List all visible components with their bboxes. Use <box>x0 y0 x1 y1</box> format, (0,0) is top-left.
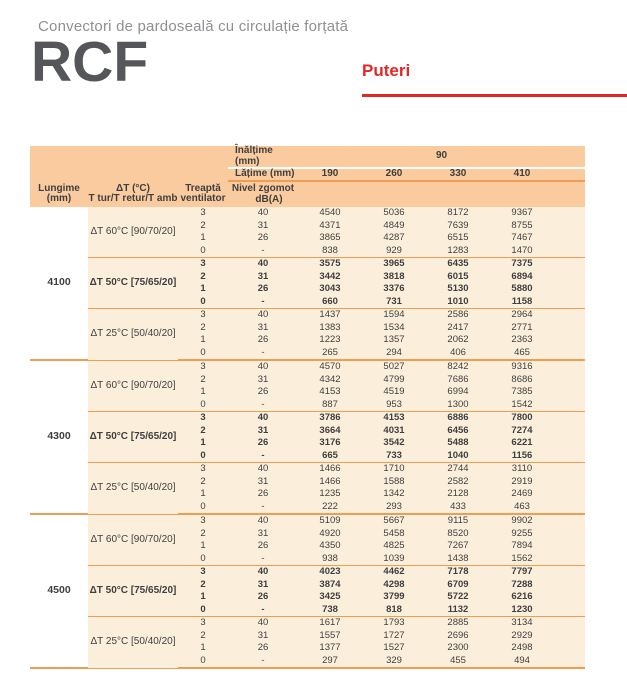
power-value-cell: 5667 <box>362 514 426 528</box>
power-value-cell: 1230 <box>490 604 554 617</box>
power-value-cell: 6894 <box>490 271 554 284</box>
fan-speed-cell: 0 <box>178 604 228 617</box>
power-value-cell: 818 <box>362 604 426 617</box>
power-value-cell: 4153 <box>362 412 426 425</box>
noise-level-cell: 40 <box>228 207 298 220</box>
power-value-cell: 3043 <box>298 283 362 296</box>
table-row <box>30 258 585 271</box>
noise-level-cell: 40 <box>228 463 298 476</box>
fan-speed-cell: 0 <box>178 296 228 309</box>
power-value-cell: 8242 <box>426 360 490 374</box>
power-value-cell: 4287 <box>362 232 426 245</box>
power-value-cell: 4540 <box>298 207 362 220</box>
power-value-cell: 3134 <box>490 617 554 630</box>
product-logo: RCF <box>31 30 149 94</box>
filler-cell <box>554 271 585 284</box>
noise-level-cell: 40 <box>228 258 298 271</box>
table-row <box>30 463 585 476</box>
noise-level-cell: 31 <box>228 579 298 592</box>
filler-cell <box>554 655 585 669</box>
lungime-cell: 4500 <box>30 514 88 668</box>
noise-level-cell: 26 <box>228 386 298 399</box>
power-value-cell: 4342 <box>298 374 362 387</box>
power-value-cell: 8686 <box>490 374 554 387</box>
power-value-cell: 953 <box>362 399 426 412</box>
noise-level-cell: - <box>228 347 298 361</box>
power-table <box>30 146 585 669</box>
power-value-cell: 1132 <box>426 604 490 617</box>
fan-speed-cell: 3 <box>178 207 228 220</box>
filler-cell <box>554 579 585 592</box>
power-value-cell: 1156 <box>490 450 554 463</box>
power-value-cell: 1542 <box>490 399 554 412</box>
fan-speed-cell: 3 <box>178 617 228 630</box>
filler-cell <box>554 591 585 604</box>
noise-level-cell: 31 <box>228 528 298 541</box>
power-value-cell: 4849 <box>362 220 426 233</box>
fan-speed-cell: 3 <box>178 309 228 322</box>
filler-cell <box>554 540 585 553</box>
power-value-cell: 3110 <box>490 463 554 476</box>
power-value-cell: 2929 <box>490 630 554 643</box>
fan-speed-cell: 0 <box>178 347 228 361</box>
power-value-cell: 2300 <box>426 642 490 655</box>
power-value-cell: 1158 <box>490 296 554 309</box>
filler-cell <box>554 207 585 220</box>
noise-level-cell: 31 <box>228 271 298 284</box>
power-value-cell: 6221 <box>490 437 554 450</box>
power-value-cell: 1557 <box>298 630 362 643</box>
power-value-cell: 738 <box>298 604 362 617</box>
power-value-cell: 6435 <box>426 258 490 271</box>
delta-t-cell: ΔT 60°C [90/70/20] <box>88 514 178 566</box>
noise-level-cell: 40 <box>228 309 298 322</box>
power-value-cell: 5880 <box>490 283 554 296</box>
table-row <box>30 309 585 322</box>
fan-speed-cell: 2 <box>178 220 228 233</box>
fan-speed-cell: 2 <box>178 476 228 489</box>
fan-speed-cell: 1 <box>178 540 228 553</box>
noise-level-cell: 31 <box>228 476 298 489</box>
power-value-cell: 406 <box>426 347 490 361</box>
power-value-cell: 1437 <box>298 309 362 322</box>
noise-level-cell: - <box>228 450 298 463</box>
power-value-cell: 938 <box>298 553 362 566</box>
power-value-cell: 4153 <box>298 386 362 399</box>
power-value-cell: 7274 <box>490 425 554 438</box>
power-value-cell: 5130 <box>426 283 490 296</box>
power-value-cell: 2744 <box>426 463 490 476</box>
power-value-cell: 1010 <box>426 296 490 309</box>
header-corner-cell <box>30 146 228 181</box>
lungime-cell: 4100 <box>30 207 88 360</box>
power-value-cell: 1710 <box>362 463 426 476</box>
width-value: 330 <box>426 168 490 181</box>
fan-speed-cell: 0 <box>178 245 228 258</box>
filler-cell <box>554 334 585 347</box>
noise-level-cell: 31 <box>228 630 298 643</box>
filler-cell <box>554 463 585 476</box>
noise-level-cell: 40 <box>228 514 298 528</box>
power-value-cell: 1377 <box>298 642 362 655</box>
power-value-cell: 5036 <box>362 207 426 220</box>
lungime-cell: 4300 <box>30 360 88 514</box>
power-value-cell: 294 <box>362 347 426 361</box>
power-value-cell: 6515 <box>426 232 490 245</box>
power-value-cell: 2582 <box>426 476 490 489</box>
power-value-cell: 7800 <box>490 412 554 425</box>
table-row <box>30 617 585 630</box>
noise-level-cell: 26 <box>228 642 298 655</box>
power-value-cell: 9367 <box>490 207 554 220</box>
filler-cell <box>554 360 585 374</box>
fan-speed-cell: 2 <box>178 425 228 438</box>
delta-t-cell: ΔT 60°C [90/70/20] <box>88 360 178 412</box>
filler-cell <box>554 488 585 501</box>
power-value-cell: 4825 <box>362 540 426 553</box>
filler-cell <box>554 399 585 412</box>
noise-level-cell: - <box>228 553 298 566</box>
column-header-treapta: Treaptă ventilator <box>178 181 228 207</box>
noise-level-cell: 26 <box>228 334 298 347</box>
power-value-cell: 1040 <box>426 450 490 463</box>
delta-t-cell: ΔT 50°C [75/65/20] <box>88 566 178 617</box>
power-value-cell: 9902 <box>490 514 554 528</box>
filler-cell <box>554 566 585 579</box>
fan-speed-cell: 1 <box>178 334 228 347</box>
power-value-cell: 4799 <box>362 374 426 387</box>
power-value-cell: 7639 <box>426 220 490 233</box>
fan-speed-cell: 3 <box>178 258 228 271</box>
power-value-cell: 7267 <box>426 540 490 553</box>
power-value-cell: 1466 <box>298 463 362 476</box>
fan-speed-cell: 0 <box>178 553 228 566</box>
noise-level-cell: 26 <box>228 591 298 604</box>
power-value-cell: 5722 <box>426 591 490 604</box>
power-value-cell: 2586 <box>426 309 490 322</box>
width-value: 190 <box>298 168 362 181</box>
noise-level-cell: 31 <box>228 425 298 438</box>
noise-level-cell: 26 <box>228 437 298 450</box>
filler-cell <box>554 296 585 309</box>
power-value-cell: 6886 <box>426 412 490 425</box>
filler-cell <box>554 630 585 643</box>
power-value-cell: 6216 <box>490 591 554 604</box>
fan-speed-cell: 0 <box>178 655 228 669</box>
fan-speed-cell: 1 <box>178 488 228 501</box>
power-value-cell: 2964 <box>490 309 554 322</box>
table-row <box>30 412 585 425</box>
filler-cell <box>554 309 585 322</box>
power-value-cell: 2417 <box>426 322 490 335</box>
power-value-cell: 7178 <box>426 566 490 579</box>
noise-level-cell: 40 <box>228 412 298 425</box>
power-value-cell: 660 <box>298 296 362 309</box>
table-row <box>30 360 585 374</box>
delta-t-cell: ΔT 25°C [50/40/20] <box>88 463 178 515</box>
power-value-cell: 6709 <box>426 579 490 592</box>
power-value-cell: 1588 <box>362 476 426 489</box>
power-value-cell: 4023 <box>298 566 362 579</box>
filler-cell <box>554 528 585 541</box>
power-value-cell: 2062 <box>426 334 490 347</box>
power-value-cell: 2469 <box>490 488 554 501</box>
power-value-cell: 665 <box>298 450 362 463</box>
power-value-cell: 1793 <box>362 617 426 630</box>
filler-cell <box>554 374 585 387</box>
power-value-cell: 733 <box>362 450 426 463</box>
power-value-cell: 2919 <box>490 476 554 489</box>
filler-cell <box>554 514 585 528</box>
power-value-cell: 1534 <box>362 322 426 335</box>
fan-speed-cell: 0 <box>178 450 228 463</box>
power-value-cell: 4570 <box>298 360 362 374</box>
power-value-cell: 7467 <box>490 232 554 245</box>
power-value-cell: 222 <box>298 501 362 515</box>
power-value-cell: 1438 <box>426 553 490 566</box>
fan-speed-cell: 0 <box>178 399 228 412</box>
power-value-cell: 929 <box>362 245 426 258</box>
noise-level-cell: - <box>228 604 298 617</box>
power-value-cell: 4462 <box>362 566 426 579</box>
noise-level-cell: 31 <box>228 374 298 387</box>
power-value-cell: 3799 <box>362 591 426 604</box>
power-value-cell: 3425 <box>298 591 362 604</box>
power-value-cell: 433 <box>426 501 490 515</box>
noise-level-cell: - <box>228 501 298 515</box>
power-value-cell: 5109 <box>298 514 362 528</box>
fan-speed-cell: 3 <box>178 412 228 425</box>
power-value-cell: 494 <box>490 655 554 669</box>
power-value-cell: 9316 <box>490 360 554 374</box>
delta-t-cell: ΔT 25°C [50/40/20] <box>88 617 178 669</box>
power-value-cell: 3376 <box>362 283 426 296</box>
delta-t-cell: ΔT 50°C [75/65/20] <box>88 412 178 463</box>
power-value-cell: 4031 <box>362 425 426 438</box>
power-value-cell: 7686 <box>426 374 490 387</box>
filler-cell <box>554 168 585 181</box>
power-value-cell: 5458 <box>362 528 426 541</box>
fan-speed-cell: 1 <box>178 386 228 399</box>
noise-level-cell: 31 <box>228 322 298 335</box>
filler-cell <box>554 642 585 655</box>
width-value: 260 <box>362 168 426 181</box>
power-value-cell: 3786 <box>298 412 362 425</box>
power-value-cell: 1466 <box>298 476 362 489</box>
section-divider <box>362 94 627 97</box>
power-value-cell: 2771 <box>490 322 554 335</box>
power-value-cell: 887 <box>298 399 362 412</box>
height-value: 90 <box>298 146 585 168</box>
power-value-cell: 1594 <box>362 309 426 322</box>
power-value-cell: 1223 <box>298 334 362 347</box>
power-value-cell: 1283 <box>426 245 490 258</box>
power-value-cell: 6994 <box>426 386 490 399</box>
fan-speed-cell: 2 <box>178 271 228 284</box>
power-value-cell: 1470 <box>490 245 554 258</box>
power-value-cell: 6456 <box>426 425 490 438</box>
power-value-cell: 7797 <box>490 566 554 579</box>
noise-level-cell: - <box>228 245 298 258</box>
power-value-cell: 8755 <box>490 220 554 233</box>
power-value-cell: 7894 <box>490 540 554 553</box>
delta-t-cell: ΔT 60°C [90/70/20] <box>88 207 178 258</box>
filler-cell <box>554 501 585 515</box>
filler-cell <box>554 245 585 258</box>
header-row-columns <box>30 181 585 207</box>
power-value-cell: 465 <box>490 347 554 361</box>
filler-cell <box>554 450 585 463</box>
filler-cell <box>554 258 585 271</box>
power-value-cell: 3865 <box>298 232 362 245</box>
fan-speed-cell: 1 <box>178 283 228 296</box>
fan-speed-cell: 2 <box>178 579 228 592</box>
delta-t-cell: ΔT 25°C [50/40/20] <box>88 309 178 361</box>
power-value-cell: 2128 <box>426 488 490 501</box>
power-value-cell: 731 <box>362 296 426 309</box>
power-value-cell: 8520 <box>426 528 490 541</box>
power-value-cell: 838 <box>298 245 362 258</box>
power-value-cell: 3965 <box>362 258 426 271</box>
fan-speed-cell: 3 <box>178 360 228 374</box>
section-label: Puteri <box>362 61 411 80</box>
power-value-cell: 5027 <box>362 360 426 374</box>
power-value-cell: 1727 <box>362 630 426 643</box>
filler-cell <box>554 617 585 630</box>
fan-speed-cell: 2 <box>178 528 228 541</box>
page-subtitle: Convectori de pardoseală cu circulație forțată <box>38 18 349 35</box>
filler-cell <box>554 322 585 335</box>
width-value: 410 <box>490 168 554 181</box>
noise-level-cell: 26 <box>228 283 298 296</box>
noise-level-cell: 31 <box>228 220 298 233</box>
column-header-lungime: Lungime (mm) <box>30 181 88 207</box>
noise-level-cell: - <box>228 399 298 412</box>
fan-speed-cell: 2 <box>178 322 228 335</box>
filler-cell <box>554 347 585 361</box>
power-value-cell: 455 <box>426 655 490 669</box>
noise-level-cell: 40 <box>228 617 298 630</box>
fan-speed-cell: 2 <box>178 374 228 387</box>
power-value-cell: 1383 <box>298 322 362 335</box>
filler-cell <box>554 232 585 245</box>
power-value-cell: 3575 <box>298 258 362 271</box>
power-value-cell: 4920 <box>298 528 362 541</box>
power-value-cell: 4298 <box>362 579 426 592</box>
table-row <box>30 566 585 579</box>
power-table-body <box>30 207 585 668</box>
power-value-cell: 7288 <box>490 579 554 592</box>
filler-cell <box>554 425 585 438</box>
power-value-cell: 1527 <box>362 642 426 655</box>
filler-cell <box>554 437 585 450</box>
fan-speed-cell: 1 <box>178 642 228 655</box>
noise-level-cell: 40 <box>228 566 298 579</box>
power-value-cell: 3664 <box>298 425 362 438</box>
filler-cell <box>554 553 585 566</box>
noise-level-cell: - <box>228 655 298 669</box>
fan-speed-cell: 3 <box>178 514 228 528</box>
table-row <box>30 514 585 528</box>
column-header-delta-t: ΔT (°C) T tur/T retur/T amb <box>88 181 178 207</box>
power-value-cell: 1617 <box>298 617 362 630</box>
noise-level-cell: 26 <box>228 488 298 501</box>
power-value-cell: 8172 <box>426 207 490 220</box>
delta-t-cell: ΔT 50°C [75/65/20] <box>88 258 178 309</box>
filler-cell <box>554 220 585 233</box>
power-value-cell: 1357 <box>362 334 426 347</box>
power-value-cell: 7375 <box>490 258 554 271</box>
power-value-cell: 1342 <box>362 488 426 501</box>
filler-cell <box>554 604 585 617</box>
fan-speed-cell: 3 <box>178 463 228 476</box>
power-value-cell: 9255 <box>490 528 554 541</box>
power-value-cell: 1235 <box>298 488 362 501</box>
power-value-cell: 1039 <box>362 553 426 566</box>
fan-speed-cell: 1 <box>178 591 228 604</box>
fan-speed-cell: 3 <box>178 566 228 579</box>
noise-level-cell: 26 <box>228 540 298 553</box>
header-row-height <box>30 146 585 168</box>
noise-level-cell: - <box>228 296 298 309</box>
fan-speed-cell: 1 <box>178 232 228 245</box>
power-value-cell: 329 <box>362 655 426 669</box>
power-value-cell: 4519 <box>362 386 426 399</box>
noise-level-cell: 26 <box>228 232 298 245</box>
fan-speed-cell: 1 <box>178 437 228 450</box>
filler-cell <box>554 386 585 399</box>
power-value-cell: 3818 <box>362 271 426 284</box>
power-value-cell: 1300 <box>426 399 490 412</box>
height-label: Înălțime (mm) <box>228 146 298 168</box>
power-value-cell: 3176 <box>298 437 362 450</box>
power-value-cell: 2885 <box>426 617 490 630</box>
power-value-cell: 6015 <box>426 271 490 284</box>
power-value-cell: 5488 <box>426 437 490 450</box>
filler-cell <box>554 412 585 425</box>
power-value-cell: 3874 <box>298 579 362 592</box>
power-value-cell: 3542 <box>362 437 426 450</box>
power-value-cell: 3442 <box>298 271 362 284</box>
column-header-zgomot: Nivel zgomot dB(A) <box>228 181 298 207</box>
power-value-cell: 4350 <box>298 540 362 553</box>
power-value-cell: 2696 <box>426 630 490 643</box>
power-value-cell: 9115 <box>426 514 490 528</box>
power-value-cell: 297 <box>298 655 362 669</box>
power-value-cell: 1562 <box>490 553 554 566</box>
table-row <box>30 207 585 220</box>
fan-speed-cell: 2 <box>178 630 228 643</box>
filler-cell <box>554 283 585 296</box>
width-label: Lățime (mm) <box>228 168 298 181</box>
power-value-cell: 463 <box>490 501 554 515</box>
noise-level-cell: 40 <box>228 360 298 374</box>
power-value-cell: 265 <box>298 347 362 361</box>
fan-speed-cell: 0 <box>178 501 228 515</box>
power-value-cell: 293 <box>362 501 426 515</box>
filler-cell <box>554 476 585 489</box>
power-value-cell: 2363 <box>490 334 554 347</box>
power-value-cell: 2498 <box>490 642 554 655</box>
power-value-cell: 7385 <box>490 386 554 399</box>
header-empty-cell <box>298 181 585 207</box>
power-value-cell: 4371 <box>298 220 362 233</box>
